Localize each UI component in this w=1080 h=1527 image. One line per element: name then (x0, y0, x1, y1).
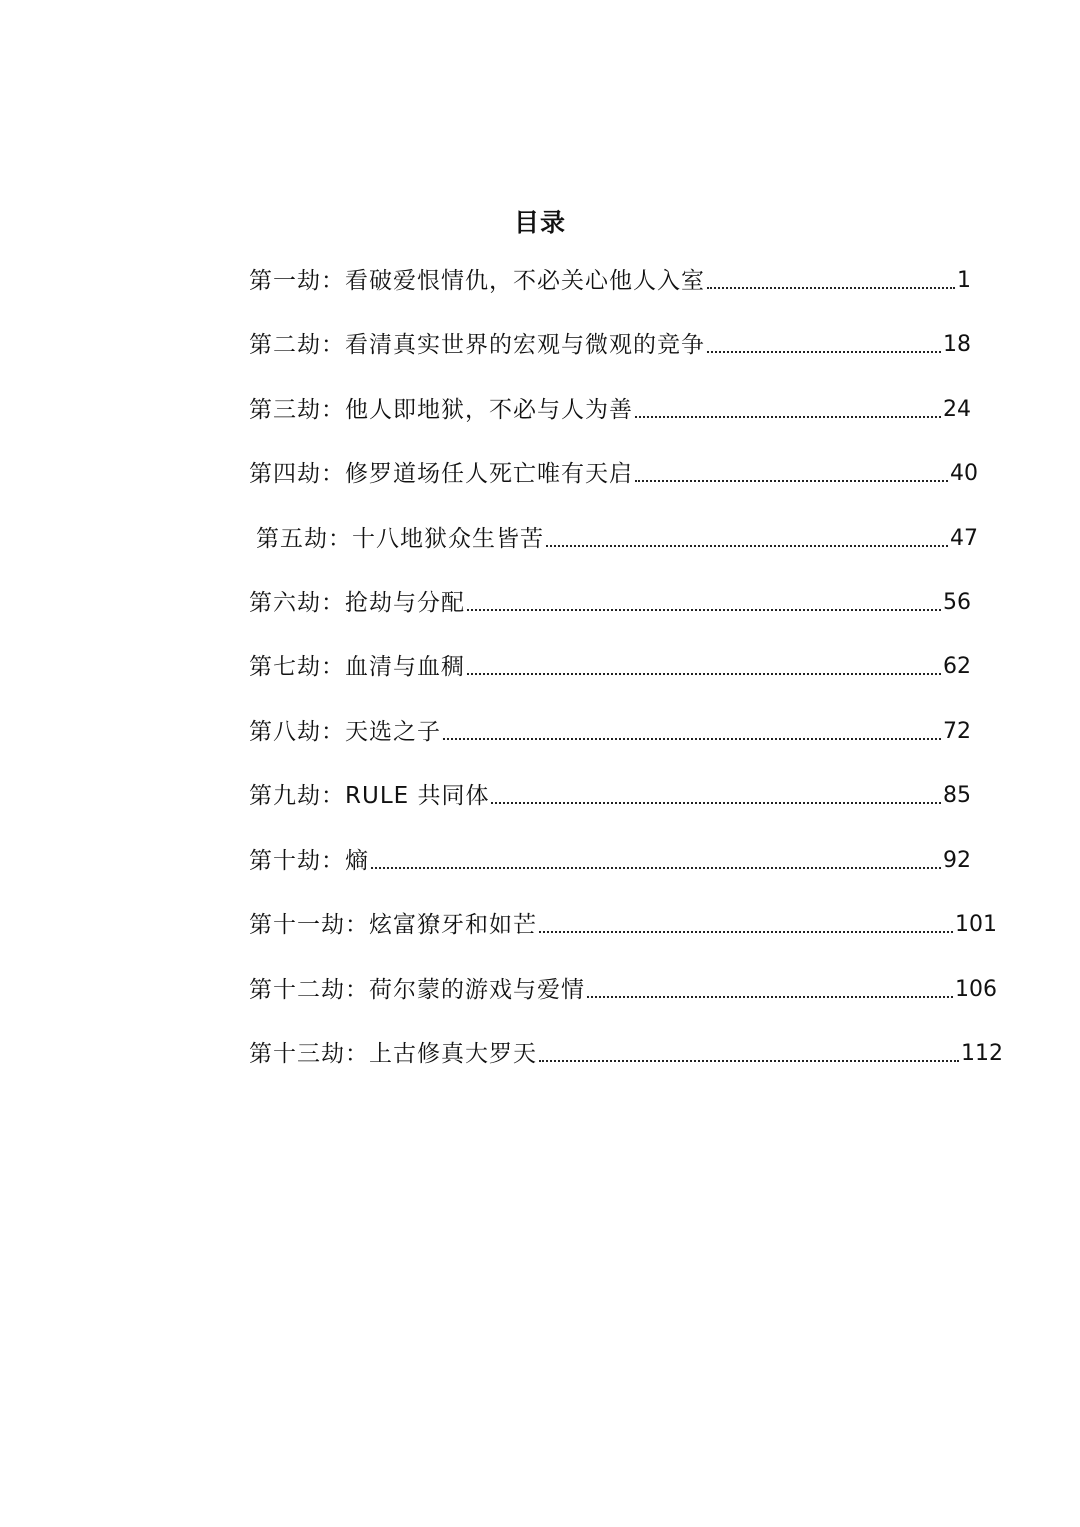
toc-entry-name: 他人即地狱，不必与人为善 (345, 397, 633, 423)
toc-entry (256, 522, 978, 556)
toc-entry (249, 973, 997, 1007)
toc-entry-chapter: 第八劫： (249, 719, 345, 745)
toc-entry-chapter: 第十二劫： (249, 977, 369, 1003)
toc-entry-page: 47 (950, 526, 978, 551)
toc-entry-name: 天选之子 (345, 719, 441, 745)
toc-leader-dots (707, 351, 941, 353)
toc-entry-name: 看清真实世界的宏观与微观的竞争 (345, 332, 705, 358)
toc-entry-chapter: 第六劫： (249, 590, 345, 616)
toc-entry-chapter: 第七劫： (249, 654, 345, 680)
toc-entry (249, 264, 971, 298)
toc-leader-dots (635, 416, 941, 418)
toc-entry-name: 荷尔蒙的游戏与爱情 (369, 977, 585, 1003)
toc-entry-name: 血清与血稠 (345, 654, 465, 680)
toc-entry-page: 112 (961, 1041, 1003, 1066)
toc-entry (249, 328, 971, 362)
toc-leader-dots (443, 738, 941, 740)
toc-entry-chapter: 第十三劫： (249, 1041, 369, 1067)
toc-leader-dots (371, 867, 941, 869)
toc-entry (249, 1037, 1003, 1071)
toc-leader-dots (467, 609, 941, 611)
toc-entry-name: 上古修真大罗天 (369, 1041, 537, 1067)
toc-leader-dots (491, 802, 941, 804)
toc-entry-chapter: 第三劫： (249, 397, 345, 423)
toc-entry-name: 熵 (345, 848, 369, 874)
toc-entry (249, 650, 971, 684)
toc-entry-name: 修罗道场任人死亡唯有天启 (345, 461, 633, 487)
toc-entry-page: 40 (950, 461, 978, 486)
toc-leader-dots (587, 996, 953, 998)
toc-entry-page: 24 (943, 397, 971, 422)
toc-leader-dots (539, 1060, 959, 1062)
toc-entry-page: 56 (943, 590, 971, 615)
toc-entry-page: 1 (957, 268, 971, 293)
toc-entry-chapter: 第四劫： (249, 461, 345, 487)
toc-entry-name: RULE 共同体 (345, 783, 490, 809)
toc-leader-dots (546, 545, 948, 547)
toc-entry (249, 457, 978, 491)
toc-entry-page: 85 (943, 783, 971, 808)
toc-title: 目录 (513, 208, 566, 237)
toc-entry (249, 393, 971, 427)
toc-leader-dots (467, 673, 941, 675)
toc-entry-chapter: 第五劫： (256, 526, 352, 552)
toc-entry-page: 18 (943, 332, 971, 357)
toc-entry-name: 抢劫与分配 (345, 590, 465, 616)
toc-entry (249, 715, 971, 749)
toc-leader-dots (635, 480, 948, 482)
toc-entry-chapter: 第十劫： (249, 848, 345, 874)
toc-entry (249, 586, 971, 620)
toc-leader-dots (707, 287, 955, 289)
toc-entry-page: 92 (943, 848, 971, 873)
toc-entry-chapter: 第九劫： (249, 783, 345, 809)
toc-entry-chapter: 第二劫： (249, 332, 345, 358)
toc-entry-name: 十八地狱众生皆苦 (352, 526, 544, 552)
toc-entry (249, 844, 971, 878)
toc-entry-name: 看破爱恨情仇，不必关心他人入室 (345, 268, 705, 294)
toc-entry-page: 62 (943, 654, 971, 679)
toc-entry-chapter: 第十一劫： (249, 912, 369, 938)
toc-entry-name: 炫富獠牙和如芒 (369, 912, 537, 938)
toc-entry-chapter: 第一劫： (249, 268, 345, 294)
toc-entry (249, 908, 997, 942)
toc-entry (249, 779, 971, 813)
toc-entry-page: 106 (955, 977, 997, 1002)
toc-entry-page: 101 (955, 912, 997, 937)
toc-leader-dots (539, 931, 953, 933)
toc-entry-page: 72 (943, 719, 971, 744)
